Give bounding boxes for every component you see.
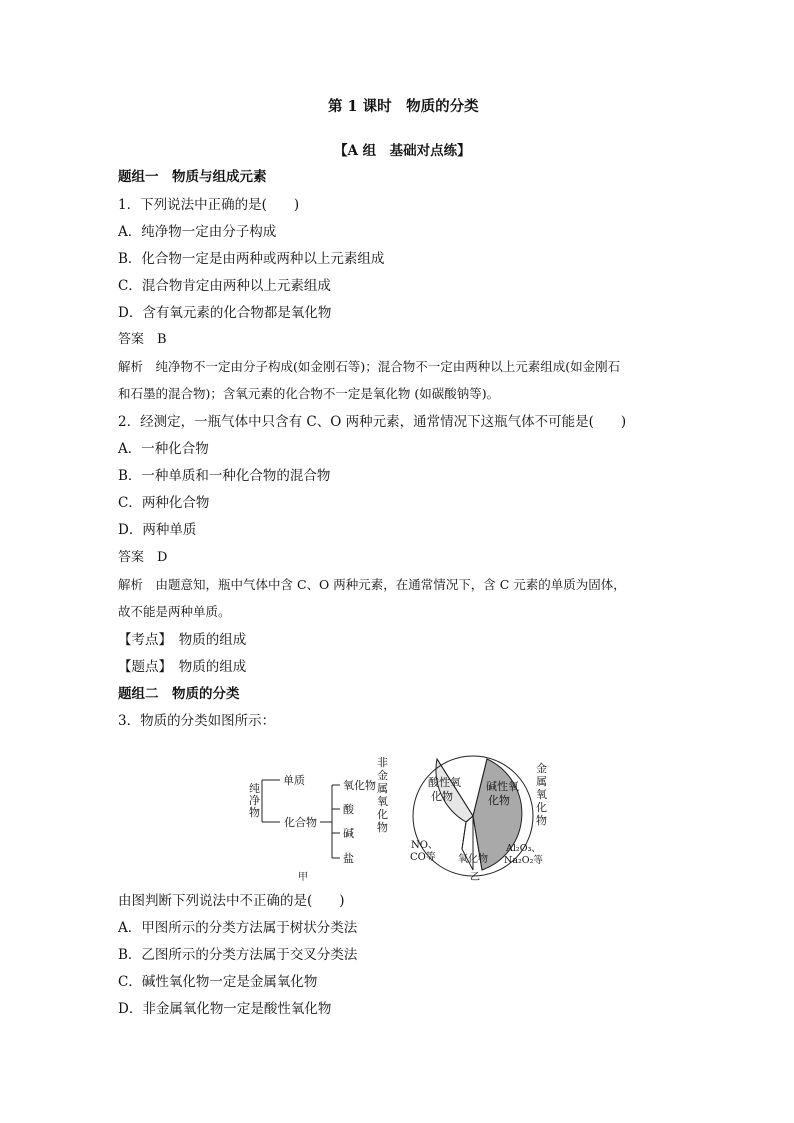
yi-right-char-1: 金 (536, 762, 547, 775)
tree-node-huahewu: 化合物 (284, 816, 317, 829)
q1-stem: 1．下列说法中正确的是( ) (118, 197, 300, 213)
q2-tidian: 【题点】 物质的组成 (118, 659, 247, 675)
yi-left-char-5: 化 (377, 808, 388, 821)
q2-answer: 答案 D (118, 550, 168, 565)
yi-right-char-4: 化 (536, 801, 547, 814)
q1-option-a: A．纯净物一定由分子构成 (118, 224, 277, 240)
yi-oxide-label: 氧化物 (458, 854, 488, 865)
q1-option-b: B．化合物一定是由两种或两种以上元素组成 (118, 251, 385, 267)
q1-explanation-line1: 解析 纯净物不一定由分子构成(如金刚石等)；混合物不一定由两种以上元素组成(如金刚石 (118, 359, 621, 374)
q3-prompt: 由图判断下列说法中不正确的是( ) (118, 893, 345, 909)
q2-option-a: A．一种化合物 (118, 441, 209, 457)
section-heading-1: 题组一 物质与组成元素 (118, 169, 267, 185)
q1-explanation-line2: 和石墨的混合物)；含氧元素的化合物不一定是氧化物 (如碳酸钠等)。 (118, 386, 500, 401)
q3-option-d: D．非金属氧化物一定是酸性氧化物 (118, 1001, 332, 1017)
yi-left-char-2: 金 (377, 769, 388, 782)
yi-right-char-2: 属 (536, 775, 547, 788)
q2-explanation-line2: 故不能是两种单质。 (118, 604, 231, 619)
yi-left-char-4: 氧 (377, 795, 388, 808)
q1-option-c: C．混合物肯定由两种以上元素组成 (118, 278, 331, 294)
yi-acidic-line2: 化物 (431, 790, 453, 803)
q3-option-b: B．乙图所示的分类方法属于交叉分类法 (118, 947, 358, 963)
q2-explanation-line1: 解析 由题意知，瓶中气体中含 C、O 两种元素，在通常情况下，含 C 元素的单质为固体， (118, 577, 626, 592)
yi-left-char-6: 物 (377, 821, 388, 834)
yi-left-char-3: 属 (377, 782, 388, 795)
tree-root-char-2: 净 (249, 794, 260, 807)
yi-basic-line2: 化物 (488, 794, 510, 807)
yi-no-co-line1: NO、 (411, 840, 438, 851)
q3-option-c: C．碱性氧化物一定是金属氧化物 (118, 974, 318, 990)
q2-stem: 2．经测定，一瓶气体中只含有 C、O 两种元素，通常情况下这瓶气体不可能是( ) (118, 414, 627, 430)
tree-node-danzhi: 单质 (283, 774, 305, 787)
tree-leaf-base: 碱 (343, 827, 354, 840)
q2-kaodian: 【考点】 物质的组成 (118, 632, 247, 648)
yi-right-char-5: 物 (536, 814, 547, 827)
q2-option-c: C．两种化合物 (118, 495, 210, 511)
yi-left-char-1: 非 (377, 756, 388, 769)
page-title: 第 1 课时 物质的分类 (328, 98, 479, 115)
yi-basic-line1: 碱性氧 (486, 780, 519, 793)
section-heading-2: 题组二 物质的分类 (118, 686, 240, 702)
tree-leaf-oxide: 氧化物 (343, 779, 376, 792)
caption-jia: 甲 (298, 872, 308, 883)
q1-answer: 答案 B (118, 332, 167, 347)
q3-option-a: A．甲图所示的分类方法属于树状分类法 (118, 920, 358, 936)
group-header: 【A 组 基础对点练】 (334, 143, 471, 159)
tree-root-char-3: 物 (249, 806, 260, 819)
q3-stem: 3．物质的分类如图所示： (118, 713, 276, 729)
yi-acidic-line1: 酸性氧 (428, 776, 461, 789)
yi-no-co-line2: CO等 (410, 852, 436, 863)
classification-figure (240, 742, 560, 884)
caption-yi: 乙 (470, 872, 480, 883)
yi-right-char-3: 氧 (536, 788, 547, 801)
tree-root-char-1: 纯 (249, 782, 260, 795)
q2-option-d: D．两种单质 (118, 522, 197, 538)
tree-leaf-acid: 酸 (343, 803, 354, 816)
q2-option-b: B．一种单质和一种化合物的混合物 (118, 468, 331, 484)
yi-al-na-line1: Al₂O₃、 (506, 843, 541, 854)
q1-option-d: D．含有氧元素的化合物都是氧化物 (118, 305, 332, 321)
tree-leaf-salt: 盐 (343, 852, 354, 865)
yi-al-na-line2: Na₂O₂等 (504, 855, 543, 866)
